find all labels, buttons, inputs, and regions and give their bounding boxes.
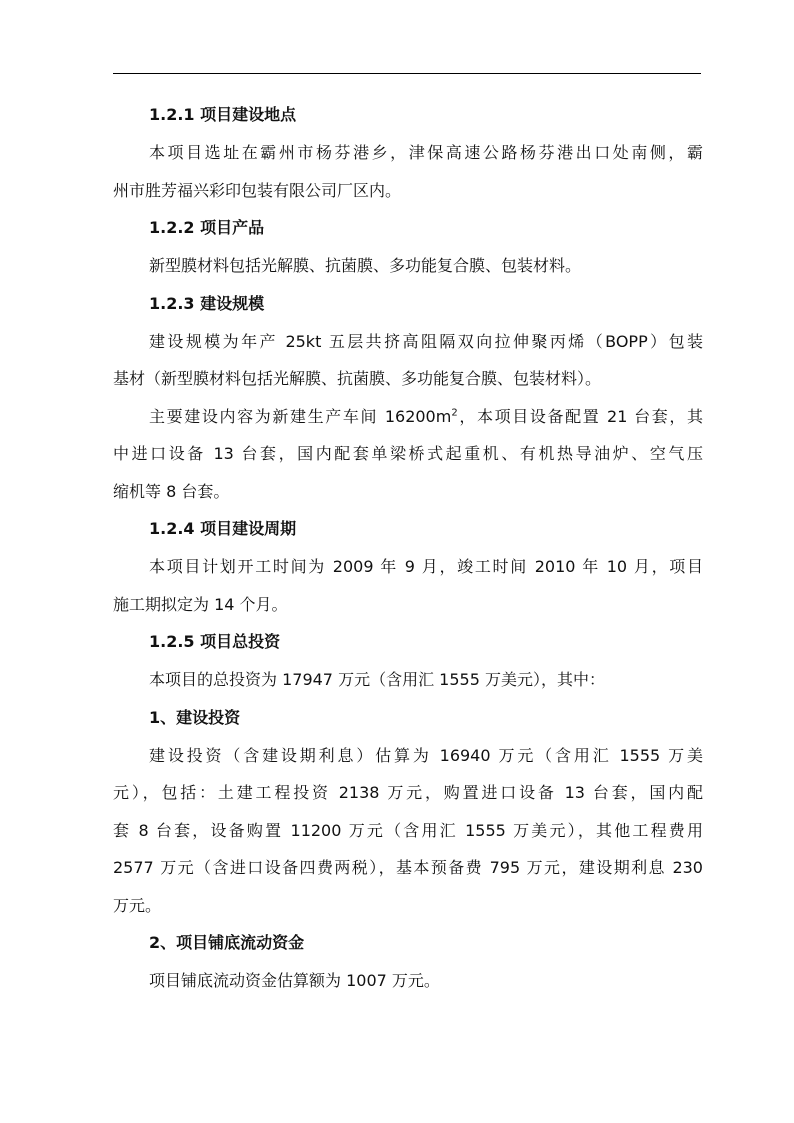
text-line: 建设规模为年产 25kt 五层共挤高阻隔双向拉伸聚丙烯（BOPP）包装 [149, 331, 703, 351]
section-heading-1-2-2: 1.2.2 项目产品 [149, 218, 265, 237]
text-fragment: 主要建设内容为新建生产车间 16200m [149, 406, 452, 426]
document-body [113, 96, 703, 1000]
text-line: 本项目的总投资为 17947 万元（含用汇 1555 万美元），其中： [149, 670, 605, 689]
text-line: 2577 万元（含进口设备四费两税），基本预备费 795 万元，建设期利息 230 [113, 858, 703, 877]
paragraph-location [113, 134, 703, 209]
text-line: 缩机等 8 台套。 [113, 481, 230, 501]
paragraph-schedule [113, 548, 703, 623]
subheading-working-capital: 2、项目铺底流动资金 [149, 933, 305, 952]
paragraph-total-investment [113, 661, 703, 699]
paragraph-working-capital [113, 962, 703, 1000]
section-heading-1-2-5: 1.2.5 项目总投资 [149, 632, 281, 651]
subheading-construction-investment: 1、建设投资 [149, 707, 241, 727]
text-line: 中进口设备 13 台套，国内配套单梁桥式起重机、有机热导油炉、空气压 [113, 444, 703, 463]
paragraph-construction-content [113, 398, 703, 511]
paragraph-construction-investment [113, 737, 703, 925]
text-line: 万元。 [113, 895, 162, 915]
text-line: 基材（新型膜材料包括光解膜、抗菌膜、多功能复合膜、包装材料）。 [113, 369, 602, 388]
text-line: 项目铺底流动资金估算额为 1007 万元。 [149, 971, 440, 990]
section-heading-1-2-3: 1.2.3 建设规模 [149, 293, 265, 313]
text-line: 建设投资（含建设期利息）估算为 16940 万元（含用汇 1555 万美 [149, 745, 703, 765]
text-fragment: ，本项目设备配置 21 台套，其 [457, 406, 703, 426]
text-line [113, 398, 703, 436]
section-heading-1-2-1: 1.2.1 项目建设地点 [149, 105, 297, 124]
paragraph-scale [113, 323, 703, 398]
text-line: 元），包括：土建工程投资 2138 万元，购置进口设备 13 台套，国内配 [113, 783, 703, 802]
text-line: 本项目计划开工时间为 2009 年 9 月，竣工时间 2010 年 10 月，项目 [149, 557, 703, 576]
superscript: 2 [451, 407, 458, 419]
paragraph-products [113, 247, 703, 285]
section-heading-1-2-4: 1.2.4 项目建设周期 [149, 519, 297, 538]
text-line: 州市胜芳福兴彩印包装有限公司厂区内。 [113, 180, 402, 200]
text-line: 套 8 台套，设备购置 11200 万元（含用汇 1555 万美元），其他工程费用 [113, 820, 703, 840]
text-line: 本项目选址在霸州市杨芬港乡，津保高速公路杨芬港出口处南侧，霸 [149, 143, 703, 162]
text-line: 施工期拟定为 14 个月。 [113, 594, 288, 614]
text-line: 新型膜材料包括光解膜、抗菌膜、多功能复合膜、包装材料。 [149, 256, 582, 275]
header-rule [113, 73, 701, 74]
